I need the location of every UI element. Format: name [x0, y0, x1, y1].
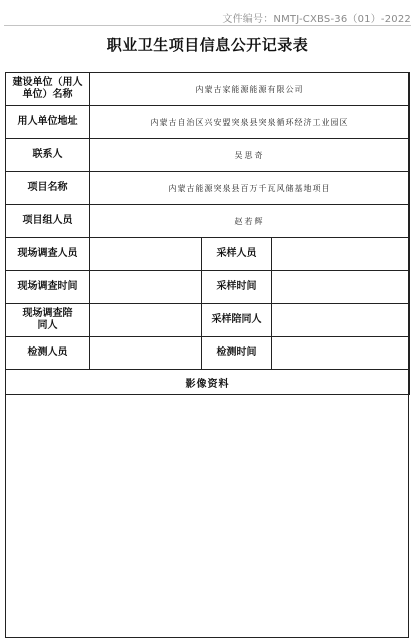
- testing-staff-label: 检测人员: [6, 337, 90, 370]
- form-row-unit-address: [6, 106, 410, 139]
- unit-address-value: 内蒙古自治区兴安盟突泉县突泉循环经济工业园区: [90, 106, 410, 139]
- construction-unit-value: 内蒙古家能源能源有限公司: [90, 73, 410, 106]
- project-name-value: 内蒙古能源突泉县百万千瓦风储基地项目: [90, 172, 410, 205]
- form-row-survey-time: [6, 271, 410, 304]
- project-member-label: 项目组人员: [6, 205, 90, 238]
- survey-time-value: [90, 271, 202, 304]
- page-title: 职业卫生项目信息公开记录表: [106, 36, 309, 54]
- contact-label: 联系人: [6, 139, 90, 172]
- project-name-label: 项目名称: [6, 172, 90, 205]
- contact-value: 吴思奇: [90, 139, 410, 172]
- testing-staff-value: [90, 337, 202, 370]
- survey-staff-label: 现场调查人员: [6, 238, 90, 271]
- sampling-time-label: 采样时间: [202, 271, 272, 304]
- survey-escort-value: [90, 304, 202, 337]
- form-row-survey-escort: [6, 304, 410, 337]
- sampling-time-value: [272, 271, 410, 304]
- form-row-project-name: [6, 172, 410, 205]
- sampling-staff-value: [272, 238, 410, 271]
- testing-time-value: [272, 337, 410, 370]
- unit-address-label: 用人单位地址: [6, 106, 90, 139]
- document-number: 文件编号：NMTJ-CXBS-36（01）-2022: [222, 14, 411, 25]
- survey-escort-label: 现场调查陪同人: [6, 304, 90, 337]
- record-form-table: [5, 72, 410, 395]
- image-section-heading: 影像资料: [6, 370, 410, 395]
- form-row-testing-staff: [6, 337, 410, 370]
- testing-time-label: 检测时间: [202, 337, 272, 370]
- project-member-value: 赵若辉: [90, 205, 410, 238]
- form-row-image-section: [6, 370, 410, 395]
- form-row-construction-unit: [6, 73, 410, 106]
- sampling-staff-label: 采样人员: [202, 238, 272, 271]
- form-row-project-member: [6, 205, 410, 238]
- sampling-escort-value: [272, 304, 410, 337]
- survey-time-label: 现场调查时间: [6, 271, 90, 304]
- sampling-escort-label: 采样陪同人: [202, 304, 272, 337]
- survey-staff-value: [90, 238, 202, 271]
- form-row-survey-staff: [6, 238, 410, 271]
- construction-unit-label: 建设单位（用人单位）名称: [6, 73, 90, 106]
- form-row-contact: [6, 139, 410, 172]
- header-divider: [4, 25, 411, 26]
